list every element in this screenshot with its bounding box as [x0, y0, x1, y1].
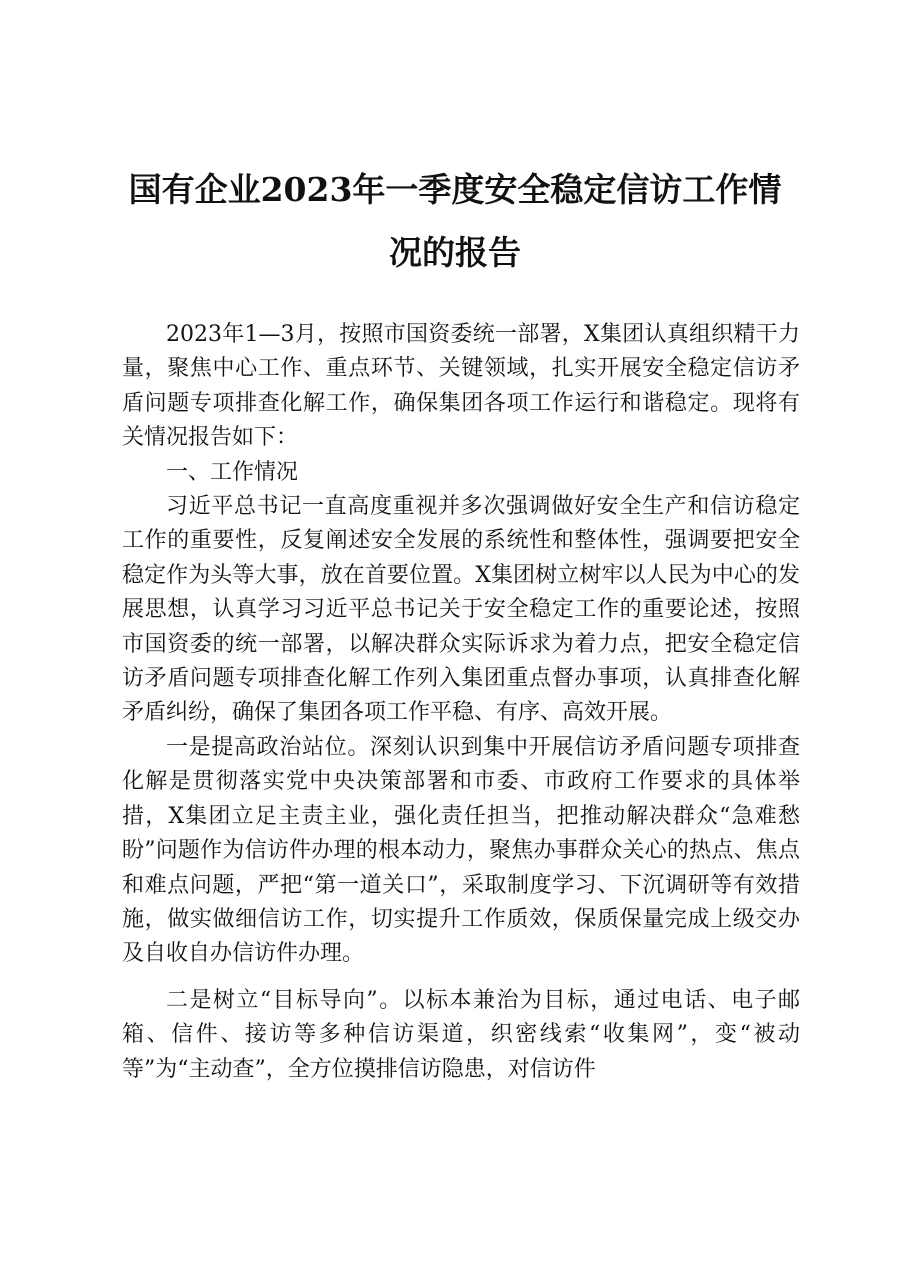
section-heading-work-status: 一、工作情况 [166, 459, 299, 485]
document-body [122, 318, 800, 1087]
paragraph-point-two: 二是树立“目标导向”。以标本兼治为目标，通过电话、电子邮箱、信件、接访等多种信访渠道，织密线索“收集网”，变“被动等”为“主动查”，全方位摸排信访隐患，对信访件 [122, 987, 800, 1082]
paragraph-intro: 2023年1—3月，按照市国资委统一部署，X集团认真组织精干力量，聚焦中心工作、重点环节、关键领域，扎实开展安全稳定信访矛盾问题专项排查化解工作，确保集团各项工作运行和谐稳定。现将有关情况报告如下： [122, 322, 800, 451]
title-line-2: 况的报告 [389, 233, 521, 272]
paragraph-point-one: 一是提高政治站位。深刻认识到集中开展信访矛盾问题专项排查化解是贯彻落实党中央决策部署和市委、市政府工作要求的具体举措，X集团立足主责主业，强化责任担当，把推动解决群众“急难愁盼”问题作为信访件办理的根本动力，聚焦办事群众关心的热点、焦点和难点问题，严把“第一道关口”，采取制度学习、下沉调研等有效措施，做实做细信访工作，切实提升工作质效，保质保量完成上级交办及自收自办信访件办理。 [122, 734, 800, 967]
title-line-1: 国有企业2023年一季度安全稳定信访工作情 [128, 170, 782, 209]
document-title [100, 158, 810, 284]
paragraph-overview: 习近平总书记一直高度重视并多次强调做好安全生产和信访稳定工作的重要性，反复阐述安全发展的系统性和整体性，强调要把安全稳定作为头等大事，放在首要位置。X集团树立树牢以人民为中心的发展思想，认真学习习近平总书记关于安全稳定工作的重要论述，按照市国资委的统一部署，以解决群众实际诉求为着力点，把安全稳定信访矛盾问题专项排查化解工作列入集团重点督办事项，认真排查化解矛盾纠纷，确保了集团各项工作平稳、有序、高效开展。 [122, 494, 800, 726]
